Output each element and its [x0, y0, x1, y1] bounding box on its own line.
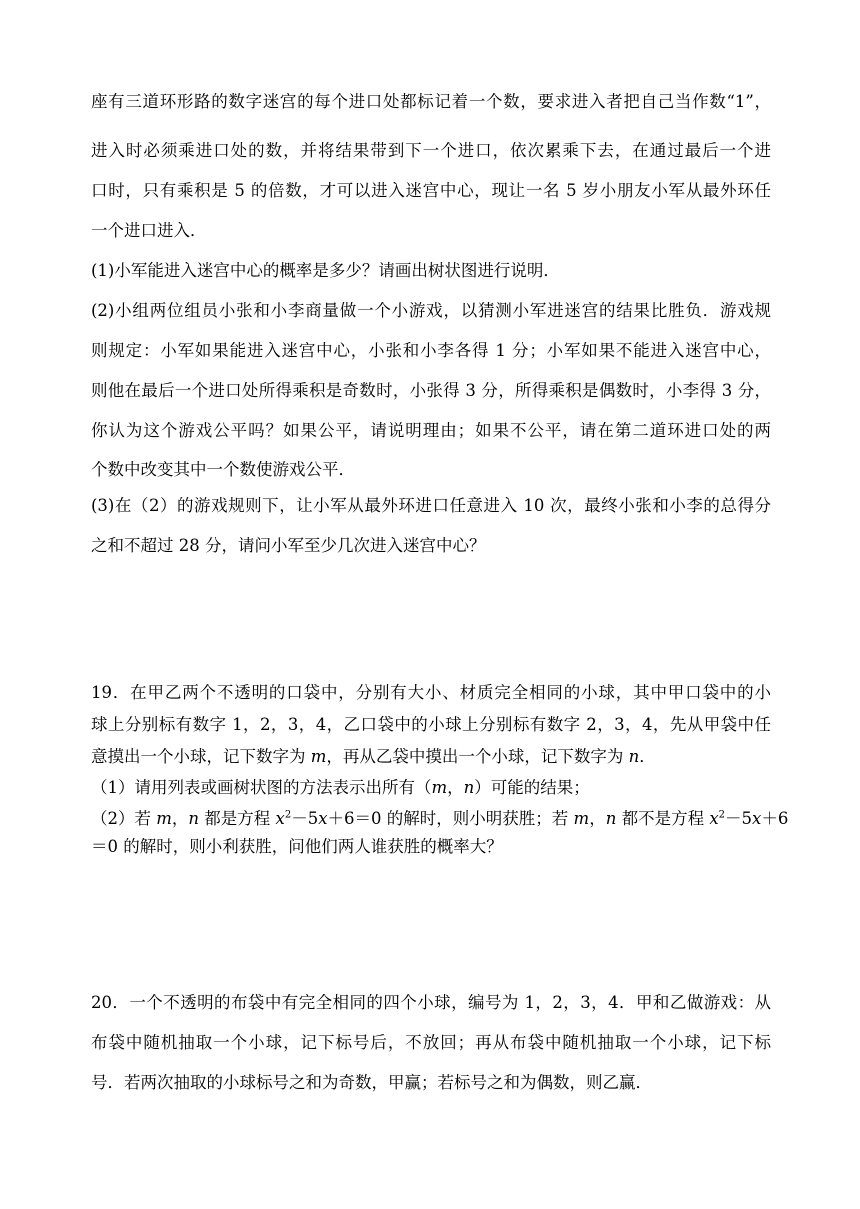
p18-line-1: 座有三道环形路的数字迷宫的每个进口处都标记着一个数，要求进入者把自己当作数“1”，	[91, 92, 771, 111]
p18-question-2-line-3: 则他在最后一个进口处所得乘积是奇数时，小张得 3 分，所得乘积是偶数时，小李得 3 分，	[91, 381, 771, 400]
p18-line-4: 一个进口进入．	[91, 221, 207, 240]
p20-line-2: 布袋中随机抽取一个小球，记下标号后，不放回；再从布袋中随机抽取一个小球，记下标	[91, 1033, 771, 1052]
p19-line-2: 球上分别标有数字 1，2，3，4，乙口袋中的小球上分别标有数字 2，3，4，先从甲袋中任	[91, 715, 771, 734]
p18-line-2: 进入时必须乘进口处的数，并将结果带到下一个进口，依次累乘下去，在通过最后一个进	[91, 141, 771, 160]
p19-question-2-line-2: ＝0 的解时，则小利获胜，问他们两人谁获胜的概率大？	[91, 837, 503, 856]
p19-line-1: 19．在甲乙两个不透明的口袋中，分别有大小、材质完全相同的小球，其中甲口袋中的小	[91, 683, 771, 702]
p20-line-3: 号．若两次抽取的小球标号之和为奇数，甲赢；若标号之和为偶数，则乙赢．	[91, 1073, 652, 1092]
p18-question-2-line-1: (2)小组两位组员小张和小李商量做一个小游戏，以猜测小军进迷宫的结果比胜负．游戏规	[91, 301, 771, 320]
p20-line-1: 20．一个不透明的布袋中有完全相同的四个小球，编号为 1，2，3，4．甲和乙做游戏：从	[91, 993, 771, 1012]
p19-question-1: （1）请用列表或画树状图的方法表示出所有（m，n）可能的结果；	[91, 778, 590, 797]
p18-question-2-line-4: 你认为这个游戏公平吗？如果公平，请说明理由；如果不公平，请在第二道环进口处的两	[91, 421, 771, 440]
p18-question-3-line-2: 之和不超过 28 分，请问小军至少几次进入迷宫中心？	[91, 536, 486, 555]
p18-question-2-line-5: 个数中改变其中一个数使游戏公平．	[91, 460, 355, 479]
p18-question-2-line-2: 则规定：小军如果能进入迷宫中心，小张和小李各得 1 分；小军如果不能进入迷宫中心，	[91, 341, 771, 360]
p18-line-3: 口时，只有乘积是 5 的倍数，才可以进入迷宫中心，现让一名 5 岁小朋友小军从最外环任	[91, 181, 771, 200]
p19-line-3: 意摸出一个小球，记下数字为 m，再从乙袋中摸出一个小球，记下数字为 n．	[91, 747, 656, 766]
p19-question-2-line-1: （2）若 m，n 都是方程 $x^2-5x+6=0$ 的解时，则小明获胜；若 m，n 都不是方程 $x^2-5x+6$	[91, 809, 789, 828]
p18-question-1: (1)小军能进入迷宫中心的概率是多少？请画出树状图进行说明．	[91, 261, 560, 280]
p18-question-3-line-1: (3)在（2）的游戏规则下，让小军从最外环进口任意进入 10 次，最终小张和小李的总得分	[91, 496, 771, 515]
